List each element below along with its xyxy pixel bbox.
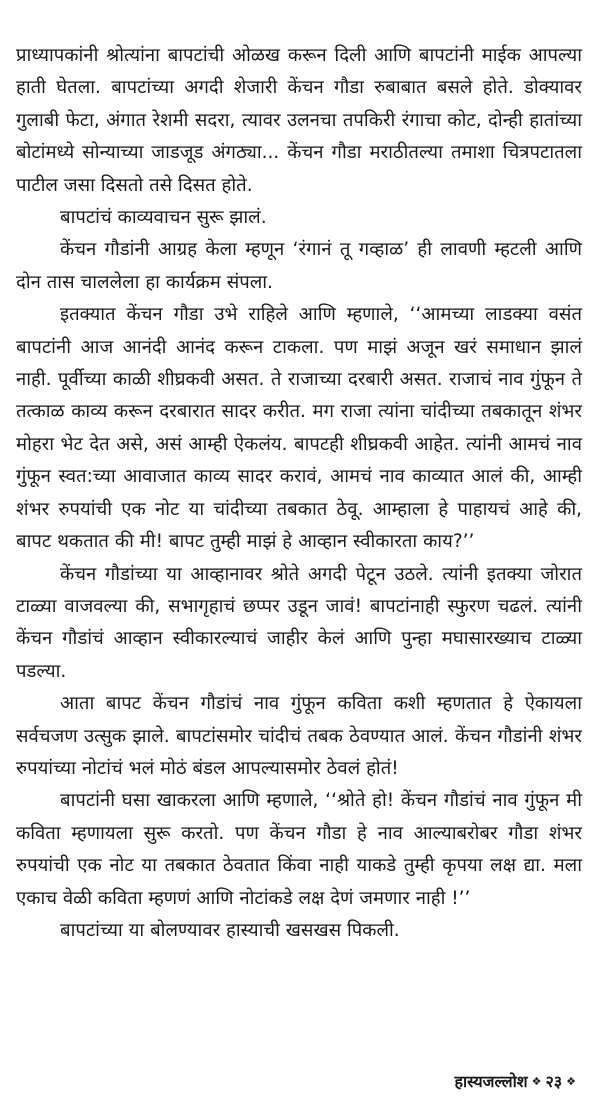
paragraph-7: बापटांनी घसा खाकरला आणि म्हणाले, ‘‘श्रोते हो! केंचन गौडांचं नाव गुंफून मी कविता म्हणायला सुरू करतो. पण केंचन गौडा हे नाव आल्याबरोबर गौडा शंभर रुपयांची एक नोट या तबकात ठेवतात किंवा नाही याकडे तुम्ही कृपया लक्ष द्या. मला एकाच वेळी कविता म्हणणं आणि नोटांकडे लक्ष देणं जमणार नाही !’’ xyxy=(16,790,582,909)
paragraph-1: प्राध्यापकांनी श्रोत्यांना बापटांची ओळख करून दिली आणि बापटांनी माईक आपल्या हाती घेतला. बापटांच्या अगदी शेजारी केंचन गौडा रुबाबात बसले होते. डोक्यावर गुलाबी फेटा, अंगात रेशमी सदरा, त्यावर उलनचा तपकिरी रंगाचा कोट, दोन्ही हातांच्या बोटांमध्ये सोन्याच्या जाडजूड अंगठ्या... केंचन गौडा मराठीतल्या तमाशा चित्रपटातला पाटील जसा दिसतो तसे दिसत होते. xyxy=(16,45,582,196)
diamond-ornament-icon: ❖ xyxy=(531,1075,542,1088)
page-body-text xyxy=(16,40,582,947)
page-footer xyxy=(455,1070,581,1092)
page-number: २३ xyxy=(545,1072,563,1091)
paragraph-5: केंचन गौडांच्या या आव्हानावर श्रोते अगदी पेटून उठले. त्यांनी इतक्या जोरात टाळ्या वाजवल्या की, सभागृहाचं छप्पर उडून जावं! बापटांनाही स्फुरण चढलं. त्यांनी केंचन गौडांचं आव्हान स्वीकारल्याचं जाहीर केलं आणि पुन्हा मघासारख्याच टाळ्या पडल्या. xyxy=(16,563,582,682)
footer-book-title: हास्यजल्लोश xyxy=(454,1072,528,1091)
paragraph-3: केंचन गौडांनी आग्रह केला म्हणून ‘रंगानं तू गव्हाळ’ ही लावणी म्हटली आणि दोन तास चाललेला हा कार्यक्रम संपला. xyxy=(16,239,582,293)
paragraph-2: बापटांचं काव्यवाचन सुरू झालं. xyxy=(60,207,267,229)
paragraph-6: आता बापट केंचन गौडांचं नाव गुंफून कविता कशी म्हणतात हे ऐकायला सर्वचजण उत्सुक झाले. बापटांसमोर चांदीचं तबक ठेवण्यात आलं. केंचन गौडांनी शंभर रुपयांच्या नोटांचं भलं मोठं बंडल आपल्यासमोर ठेवलं होतं! xyxy=(16,693,582,779)
paragraph-8: बापटांच्या या बोलण्यावर हास्याची खसखस पिकली. xyxy=(60,919,400,941)
paragraph-4: इतक्यात केंचन गौडा उभे राहिले आणि म्हणाले, ‘‘आमच्या लाडक्या वसंत बापटांनी आज आनंदी आनंद करून टाकला. पण माझं अजून खरं समाधान झालं नाही. पूर्वीच्या काळी शीघ्रकवी असत. ते राजाच्या दरबारी असत. राजाचं नाव गुंफून ते तत्काळ काव्य करून दरबारात सादर करीत. मग राजा त्यांना चांदीच्या तबकातून शंभर मोहरा भेट देत असे, असं आम्ही ऐकलंय. बापटही शीघ्रकवी आहेत. त्यांनी आमचं नाव गुंफून स्वत:च्या आवाजात काव्य सादर करावं, आमचं नाव काव्यात आलं की, आम्ही शंभर रुपयांची एक नोट या चांदीच्या तबकात ठेवू. आम्हाला हे पाहायचं आहे की, बापट थकतात की मी! बापट तुम्ही माझं हे आव्हान स्वीकारता काय?’’ xyxy=(16,304,582,553)
diamond-ornament-icon: ❖ xyxy=(566,1075,576,1088)
